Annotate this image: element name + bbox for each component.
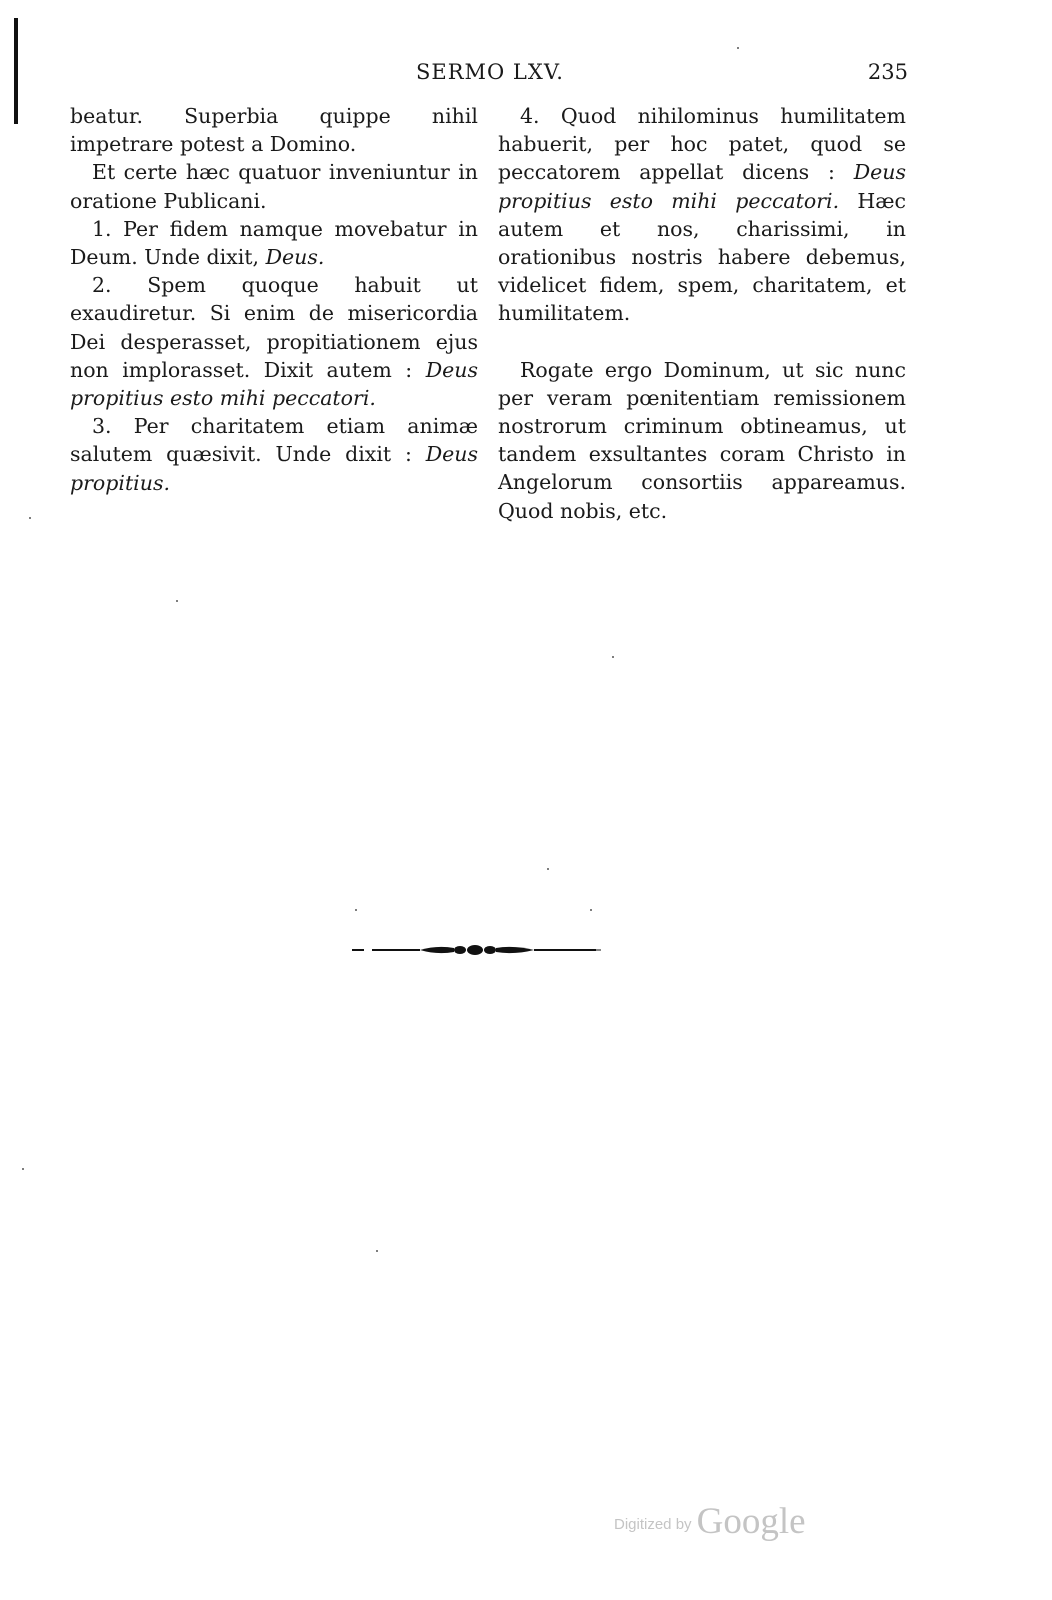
paragraph: beatur. Superbia quippe nihil impetrare potest a Domino. [70,104,478,157]
paragraph [70,271,478,412]
ornament-divider [352,938,602,962]
margin-scan-mark [14,18,18,124]
scripture-quote: Deus propitius esto mihi peccatori. [70,357,478,411]
scan-speck [176,600,178,602]
scan-speck [612,656,614,658]
scan-speck [590,909,592,911]
page-number: 235 [867,60,908,84]
paragraph [70,412,478,497]
paragraph: Et certe hæc quatuor inveniuntur in oratione Publicani. [70,160,478,213]
scan-speck [376,1250,378,1252]
paragraph-text: 3. Per charitatem etiam animæ salutem quæsivit. Unde dixit : [70,414,478,467]
scan-speck [547,868,549,870]
paragraph [70,215,478,271]
scan-speck [22,1168,24,1170]
paragraph-text: 2. Spem quoque habuit ut exaudiretur. Si enim de misericordia Dei desperasset, propitiationem ejus non implorasset. Dixit autem : [70,273,478,382]
scan-speck [737,47,739,49]
digitized-by-google-watermark [614,1500,834,1550]
watermark-caption: Digitized by [614,1516,692,1533]
scripture-quote: Deus propitius esto mihi peccatori. [498,160,906,213]
paragraph-text: 1. Per fidem namque movebatur in Deum. Unde dixit, [70,216,478,270]
paragraph [498,102,906,328]
paragraph: Rogate ergo Dominum, ut sic nunc per veram pœnitentiam remissionem nostrorum criminum obtineamus, ut tandem exsultantes coram Christo in Angelorum consortiis appareamus. Quod nobis, etc. [498,357,906,523]
scripture-quote: Deus propitius. [70,442,478,495]
scan-speck [355,909,357,911]
scripture-quote: Deus. [265,245,325,270]
google-logo: Google [696,1501,806,1542]
scan-speck [29,517,31,519]
running-title: SERMO LXV. [416,60,564,84]
left-column [70,102,478,497]
paragraph-text: Hæc autem et nos, charissimi, in orationibus nostris habere debemus, videlicet fidem, spem, charitatem, et humilitatem. [498,188,906,326]
paragraph-text: 4. Quod nihilominus humilitatem habuerit, per hoc patet, quod se peccatorem appellat dicens : [498,104,906,185]
right-column [498,102,906,525]
